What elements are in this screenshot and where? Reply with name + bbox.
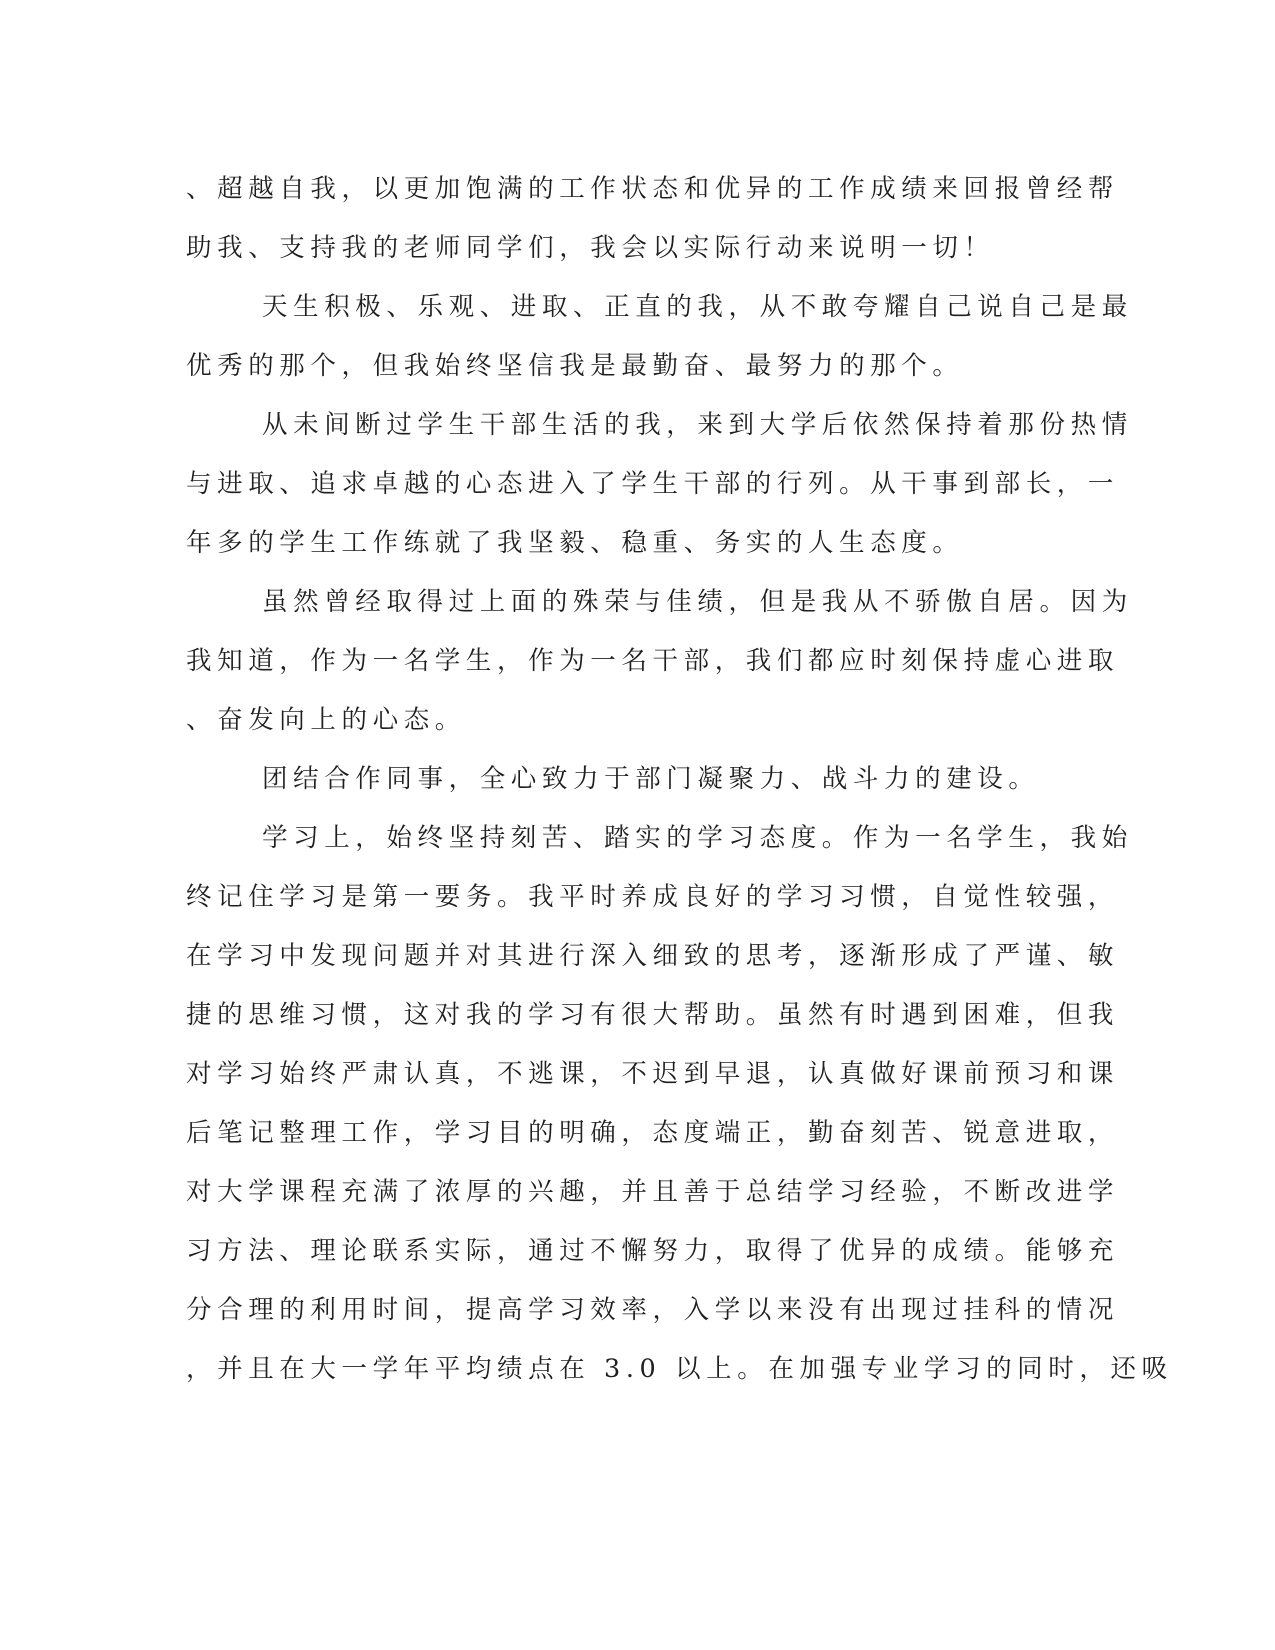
text-line: 对学习始终严肃认真，不逃课，不迟到早退，认真做好课前预习和课 [186, 1059, 1120, 1089]
text-line: 与进取、追求卓越的心态进入了学生干部的行列。从干事到部长，一 [186, 469, 1120, 499]
text-line: 捷的思维习惯，这对我的学习有很大帮助。虽然有时遇到困难，但我 [186, 1000, 1120, 1030]
text-line: 后笔记整理工作，学习目的明确，态度端正，勤奋刻苦、锐意进取， [186, 1118, 1120, 1148]
text-line: 优秀的那个，但我始终坚信我是最勤奋、最努力的那个。 [186, 351, 964, 381]
text-line: 分合理的利用时间，提高学习效率，入学以来没有出现过挂科的情况 [186, 1295, 1120, 1325]
text-line: 虽然曾经取得过上面的殊荣与佳绩，但是我从不骄傲自居。因为 [262, 587, 1133, 617]
text-line: 习方法、理论联系实际，通过不懈努力，取得了优异的成绩。能够充 [186, 1236, 1120, 1266]
text-line: ，并且在大一学年平均绩点在 3.0 以上。在加强专业学习的同时，还吸 [186, 1354, 1173, 1384]
text-line: 对大学课程充满了浓厚的兴趣，并且善于总结学习经验，不断改进学 [186, 1177, 1120, 1207]
text-line: 、超越自我，以更加饱满的工作状态和优异的工作成绩来回报曾经帮 [186, 174, 1120, 204]
text-line: 学习上，始终坚持刻苦、踏实的学习态度。作为一名学生，我始 [262, 823, 1133, 853]
text-line: 我知道，作为一名学生，作为一名干部，我们都应时刻保持虚心进取 [186, 646, 1120, 676]
text-line: 团结合作同事，全心致力于部门凝聚力、战斗力的建设。 [262, 764, 1040, 794]
text-line: 、奋发向上的心态。 [186, 705, 466, 735]
text-line: 从未间断过学生干部生活的我，来到大学后依然保持着那份热情 [262, 410, 1133, 440]
text-line: 年多的学生工作练就了我坚毅、稳重、务实的人生态度。 [186, 528, 964, 558]
body-text [186, 160, 1173, 1399]
text-line: 终记住学习是第一要务。我平时养成良好的学习习惯，自觉性较强， [186, 882, 1120, 912]
text-line: 助我、支持我的老师同学们，我会以实际行动来说明一切！ [186, 233, 995, 263]
text-line: 在学习中发现问题并对其进行深入细致的思考，逐渐形成了严谨、敏 [186, 941, 1120, 971]
text-line: 天生积极、乐观、进取、正直的我，从不敢夸耀自己说自己是最 [262, 292, 1133, 322]
